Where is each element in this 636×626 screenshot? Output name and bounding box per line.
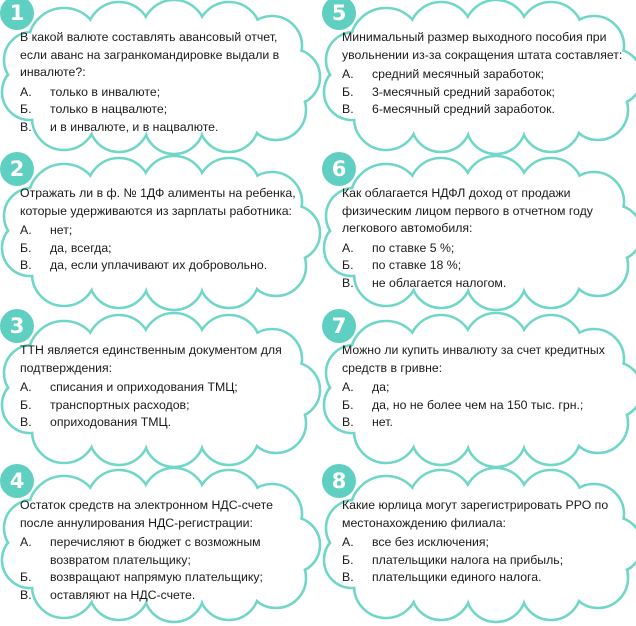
answer-option — [342, 552, 626, 570]
answer-option — [20, 84, 304, 102]
option-text: перечисляют в бюджет с возможным возвратом плательщику; — [50, 535, 261, 567]
option-text: по ставке 5 %; — [372, 240, 455, 255]
option-text: и в инвалюте, и в нацвалюте. — [50, 119, 219, 134]
answer-option — [20, 379, 304, 397]
answer-option — [20, 240, 304, 258]
option-letter: В. — [20, 119, 32, 134]
option-text: возвращают напрямую плательщику; — [50, 570, 263, 584]
option-text: плательщики налога на прибыль; — [372, 552, 564, 567]
question-content — [20, 29, 304, 136]
question-card — [326, 158, 636, 308]
option-text: только в нацвалюте; — [50, 102, 168, 116]
question-content — [20, 497, 304, 604]
question-number-badge: 2 — [0, 152, 34, 186]
option-letter: В. — [342, 102, 354, 116]
question-card — [326, 315, 636, 465]
answer-option — [342, 101, 626, 119]
option-text: оставляют на НДС-счете. — [50, 587, 196, 602]
question-text: В какой валюте составлять авансовый отчет, если аванс на загранкомандировке выдали в инвалюте?: — [20, 30, 280, 79]
question-content — [20, 185, 304, 275]
option-text: плательщики единого налога. — [372, 570, 542, 584]
option-letter: А. — [342, 535, 354, 549]
answer-option — [20, 534, 304, 569]
answer-option — [342, 257, 626, 275]
answer-option — [20, 587, 304, 605]
question-text: ТТН является единственным документом для подтверждения: — [20, 343, 282, 375]
question-number-badge: 8 — [322, 464, 356, 498]
option-letter: Б. — [342, 258, 354, 272]
option-letter: Б. — [342, 552, 354, 567]
option-letter: В. — [20, 587, 32, 602]
question-number-badge: 6 — [322, 152, 356, 186]
option-letter: А. — [20, 84, 32, 99]
question-card — [4, 315, 314, 465]
question-content — [342, 185, 626, 292]
question-text: Можно ли купить инвалюту за счет кредитных средств в гривне: — [342, 343, 605, 375]
answer-option — [20, 222, 304, 240]
option-letter: Б. — [20, 397, 32, 412]
option-letter: А. — [342, 67, 354, 81]
option-letter: Б. — [342, 397, 354, 412]
question-card — [326, 2, 636, 152]
option-text: оприходования ТМЦ. — [50, 415, 172, 429]
question-text: Минимальный размер выходного пособия при увольнении из-за сокращения штата составляет: — [342, 30, 623, 62]
option-letter: А. — [342, 380, 354, 394]
answer-option — [342, 66, 626, 84]
answer-option — [342, 397, 626, 415]
option-text: по ставке 18 %; — [372, 258, 462, 272]
question-card — [326, 470, 636, 620]
question-number-badge: 5 — [322, 0, 356, 30]
question-number-badge: 1 — [0, 0, 34, 30]
answer-option — [342, 534, 626, 552]
option-text: все без исключения; — [372, 535, 489, 549]
answer-option — [20, 119, 304, 137]
option-text: нет. — [372, 415, 393, 429]
question-content — [342, 342, 626, 432]
option-letter: Б. — [20, 570, 32, 584]
answer-option — [20, 101, 304, 119]
answer-option — [342, 84, 626, 102]
option-text: да, но не более чем на 150 тыс. грн.; — [372, 397, 584, 412]
question-text: Отражать ли в ф. № 1ДФ алименты на ребенка, которые удерживаются из зарплаты работника: — [20, 186, 296, 218]
option-text: средний месячный заработок; — [372, 67, 544, 81]
question-card — [4, 158, 314, 308]
answer-option — [20, 257, 304, 275]
option-text: 3-месячный средний заработок; — [372, 84, 555, 99]
answer-option — [20, 414, 304, 432]
option-letter: Б. — [20, 240, 32, 255]
option-letter: В. — [342, 570, 354, 584]
option-letter: В. — [342, 275, 354, 290]
question-content — [20, 342, 304, 432]
option-letter: Б. — [342, 84, 354, 99]
question-card — [4, 470, 314, 620]
answer-option — [342, 414, 626, 432]
option-text: не облагается налогом. — [372, 275, 507, 290]
question-text: Остаток средств на электронном НДС-счете после аннулирования НДС-регистрации: — [20, 498, 273, 530]
option-letter: А. — [20, 380, 32, 394]
option-letter: А. — [20, 223, 32, 237]
answer-option — [342, 379, 626, 397]
question-text: Какие юрлица могут зарегистрировать РРО по местонахождению филиала: — [342, 498, 609, 530]
answer-option — [20, 569, 304, 587]
option-text: транспортных расходов; — [50, 397, 190, 412]
option-text: да, если уплачивают их добровольно. — [50, 258, 268, 272]
question-content — [342, 29, 626, 119]
option-text: 6-месячный средний заработок. — [372, 102, 555, 116]
question-text: Как облагается НДФЛ доход от продажи физическим лицом первого в отчетном году легкового автомобиля: — [342, 186, 593, 235]
option-letter: В. — [342, 415, 354, 429]
question-content — [342, 497, 626, 587]
option-letter: В. — [20, 258, 32, 272]
question-number-badge: 4 — [0, 464, 34, 498]
option-text: да; — [372, 380, 390, 394]
answer-option — [342, 569, 626, 587]
option-text: только в инвалюте; — [50, 84, 161, 99]
option-letter: А. — [20, 535, 32, 549]
answer-option — [20, 397, 304, 415]
question-card — [4, 2, 314, 152]
answer-option — [342, 275, 626, 293]
option-text: списания и оприходования ТМЦ; — [50, 380, 238, 394]
option-letter: А. — [342, 240, 354, 255]
question-number-badge: 3 — [0, 309, 34, 343]
question-number-badge: 7 — [322, 309, 356, 343]
option-letter: В. — [20, 415, 32, 429]
option-letter: Б. — [20, 102, 32, 116]
option-text: да, всегда; — [50, 240, 112, 255]
answer-option — [342, 240, 626, 258]
option-text: нет; — [50, 223, 73, 237]
